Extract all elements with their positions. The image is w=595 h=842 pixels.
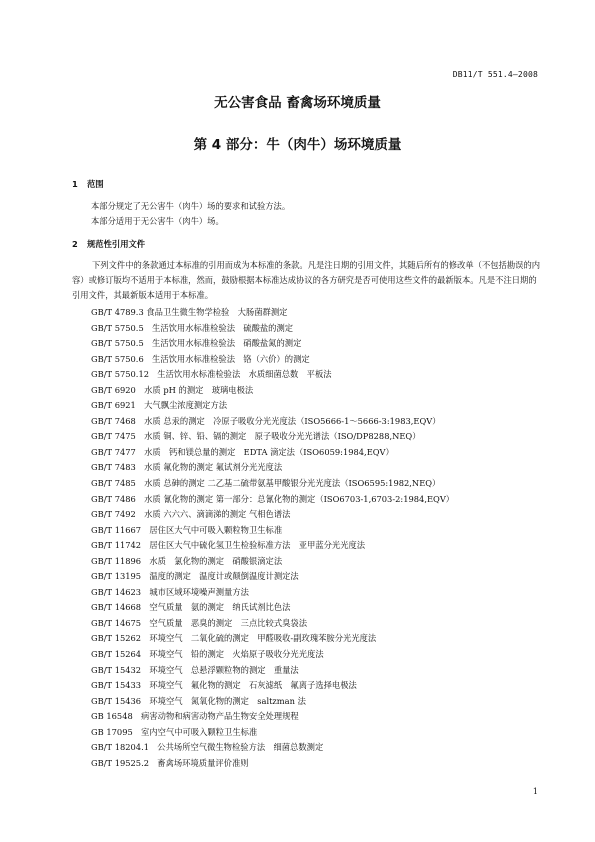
normative-intro-text: 下列文件中的条款通过本标准的引用而成为本标准的条款。凡是注日期的引用文件，其随后所有的修改单（不包括勘误的内容）或修订版均不适用于本标准，然而，鼓励根据本标准达成协议的各方研究是否可使用这些文件的最新版本。凡是不注日期的引用文件，其最新版本适用于本标准。 <box>72 260 541 300</box>
reference-item: GB/T 7468 水质 总汞的测定 冷原子吸收分光光度法（ISO5666-1～5666-3:1983,EQV） <box>91 415 441 426</box>
reference-item: GB/T 18204.1 公共场所空气微生物检验方法 细菌总数测定 <box>91 742 324 753</box>
reference-item: GB/T 14675 空气质量 恶臭的测定 三点比较式臭袋法 <box>91 617 308 628</box>
section-number: 1 <box>72 179 78 189</box>
reference-item: GB/T 7485 水质 总砷的测定 二乙基二硫带氨基甲酸银分光光度法（ISO6595:1982,NEQ） <box>91 478 441 489</box>
reference-item: GB/T 15432 环境空气 总悬浮颗粒物的测定 重量法 <box>91 664 299 675</box>
reference-item: GB 16548 病害动物和病害动物产品生物安全处理规程 <box>91 711 299 722</box>
reference-list <box>91 305 454 771</box>
reference-item: GB/T 15262 环境空气 二氧化硫的测定 甲醛吸收-副玫瑰苯胺分光光度法 <box>91 633 377 644</box>
reference-item: GB/T 15264 环境空气 铅的测定 火焰原子吸收分光光度法 <box>91 649 324 660</box>
reference-item: GB/T 13195 温度的测定 温度计或颠倒温度计测定法 <box>91 571 299 582</box>
reference-item: GB/T 5750.12 生活饮用水标准检验法 水质细菌总数 平板法 <box>91 369 332 380</box>
reference-item: GB/T 5750.5 生活饮用水标准检验法 硝酸盐氮的测定 <box>91 338 302 349</box>
reference-item: GB/T 11667 居住区大气中可吸入颗粒物卫生标准 <box>91 524 283 535</box>
section-heading-normative <box>72 238 145 250</box>
section-heading-scope <box>72 178 104 190</box>
reference-item: GB/T 19525.2 畜禽场环境质量评价准则 <box>91 757 249 768</box>
reference-item: GB/T 5750.5 生活饮用水标准检验法 硫酸盐的测定 <box>91 322 294 333</box>
reference-item: GB/T 4789.3 食品卫生微生物学检验 大肠菌群测定 <box>91 307 288 317</box>
reference-item: GB/T 14668 空气质量 氨的测定 纳氏试剂比色法 <box>91 602 291 613</box>
reference-item: GB/T 7483 水质 氟化物的测定 氟试剂分光光度法 <box>91 462 283 473</box>
reference-item: GB/T 7475 水质 铜、锌、铅、镉的测定 原子吸收分光光谱法（ISO/DP8288,NEQ） <box>91 431 421 442</box>
reference-item: GB/T 7492 水质 六六六、滴滴涕的测定 气相色谱法 <box>91 509 291 520</box>
reference-item: GB/T 14623 城市区域环境噪声测量方法 <box>91 586 249 597</box>
reference-item: GB/T 15436 环境空气 氮氧化物的测定 saltzman 法 <box>91 695 306 706</box>
reference-item: GB/T 11742 居住区大气中硫化氢卫生检验标准方法 亚甲蓝分光光度法 <box>91 540 366 551</box>
reference-item: GB/T 6920 水质 pH 的测定 玻璃电极法 <box>91 384 254 395</box>
section-title: 规范性引用文件 <box>87 239 146 249</box>
reference-item: GB/T 7486 水质 氰化物的测定 第一部分：总氰化物的测定（ISO6703-1,6703-2:1984,EQV） <box>91 493 455 504</box>
reference-item: GB/T 6921 大气飘尘浓度测定方法 <box>91 400 228 411</box>
reference-item: GB 17095 室内空气中可吸入颗粒卫生标准 <box>91 726 258 737</box>
part-title: 第 4 部分：牛（肉牛）场环境质量 <box>193 137 402 153</box>
reference-item: GB/T 7477 水质 钙和镁总量的测定 EDTA 滴定法（ISO6059:1984,EQV） <box>91 446 394 457</box>
section-number: 2 <box>72 239 78 249</box>
reference-item: GB/T 15433 环境空气 氟化物的测定 石灰滤纸 氟离子选择电极法 <box>91 680 357 691</box>
scope-line-2: 本部分适用于无公害牛（肉牛）场。 <box>91 216 224 226</box>
reference-item: GB/T 11896 水质 氯化物的测定 硝酸银滴定法 <box>91 555 283 566</box>
section-title: 范围 <box>87 179 104 189</box>
reference-item: GB/T 5750.6 生活饮用水标准检验法 铬（六价）的测定 <box>91 353 310 364</box>
normative-intro <box>72 258 542 303</box>
document-code: DB11/T 551.4—2008 <box>452 70 538 79</box>
scope-line-1: 本部分规定了无公害牛（肉牛）场的要求和试验方法。 <box>91 201 291 211</box>
page-number: 1 <box>532 787 538 796</box>
document-title: 无公害食品 畜禽场环境质量 <box>214 95 381 111</box>
